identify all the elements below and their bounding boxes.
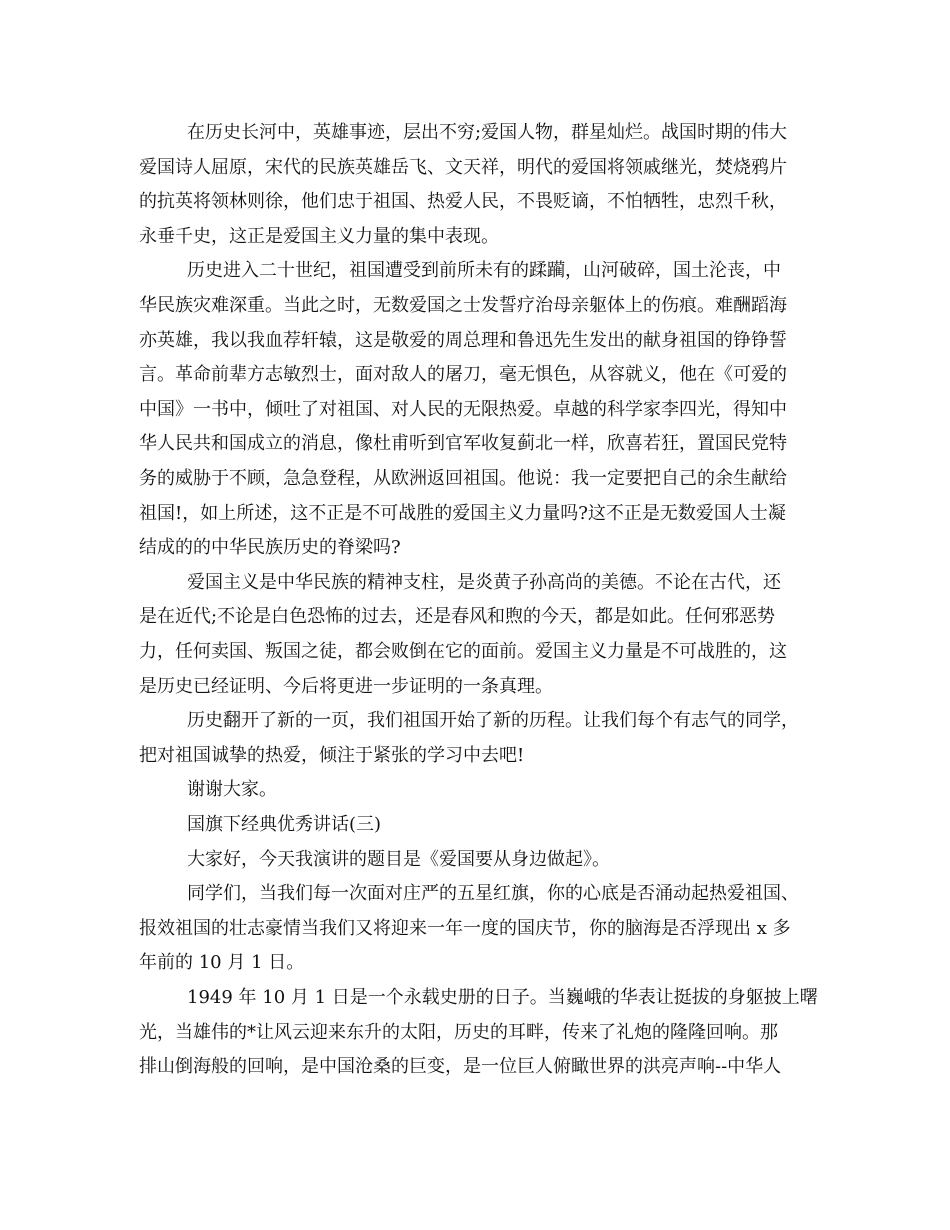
paragraph-line: 力，任何卖国、叛国之徒，都会败倒在它的面前。爱国主义力量是不可战胜的，这 [139,641,787,662]
paragraph-first-line: 在历史长河中，英雄事迹，层出不穷;爱国人物，群星灿烂。战国时期的伟大 [187,122,788,143]
paragraph-line: 永垂千史，这正是爱国主义力量的集中表现。 [139,225,499,247]
paragraph-first-line: 谢谢大家。 [187,779,277,801]
paragraph-first-line: 历史翻开了新的一页，我们祖国开始了新的历程。让我们每个有志气的同学， [187,710,799,732]
paragraph-line: 华民族灾难深重。当此之时，无数爱国之士发誓疗治母亲躯体上的伤痕。难酬蹈海 [139,295,787,316]
paragraph-first-line: 历史进入二十世纪，祖国遭受到前所未有的蹂躏，山河破碎，国土沦丧，中 [187,260,781,282]
paragraph-first-line: 同学们，当我们每一次面对庄严的五星红旗，你的心底是否涌动起热爱祖国、 [187,883,799,905]
paragraph-line: 祖国!，如上所述，这不正是不可战胜的爱国主义力量吗?这不正是无数爱国人士凝 [139,502,786,524]
paragraph-line: 结成的的中华民族历史的脊梁吗? [139,537,401,559]
paragraph-line: 爱国诗人屈原，宋代的民族英雄岳飞、文天祥，明代的爱国将领戚继光，焚烧鸦片 [139,156,787,178]
paragraph-line: 华人民共和国成立的消息，像杜甫听到官军收复蓟北一样，欣喜若狂，置国民党特 [139,433,787,455]
paragraph-line: 言。革命前辈方志敏烈士，面对敌人的屠刀，毫无惧色，从容就义，他在《可爱的 [139,364,787,386]
paragraph-line: 亦英雄，我以我血荐轩辕，这是敬爱的周总理和鲁迅先生发出的献身祖国的铮铮誓 [139,329,787,351]
paragraph-first-line: 爱国主义是中华民族的精神支柱，是炎黄子孙高尚的美德。不论在古代，还 [187,571,781,593]
paragraph-line: 务的威胁于不顾，急急登程，从欧洲返回祖国。他说：我一定要把自己的余生献给 [139,468,787,489]
paragraph-line: 排山倒海般的回响，是中国沧桑的巨变，是一位巨人俯瞰世界的洪亮声响--中华人 [139,1056,782,1078]
paragraph-line: 中国》一书中，倾吐了对祖国、对人民的无限热爱。卓越的科学家李四光，得知中 [139,398,787,420]
paragraph-first-line: 大家好，今天我演讲的题目是《爱国要从身边做起》。 [187,848,610,870]
paragraph-line: 年前的 10 月 1 日。 [139,952,305,974]
paragraph-line: 的抗英将领林则徐，他们忠于祖国、热爱人民，不畏贬谪，不怕牺牲，忠烈千秋， [139,191,787,213]
paragraph-line: 把对祖国诚挚的热爱，倾注于紧张的学习中去吧! [139,744,525,766]
paragraph-line: 报效祖国的壮志豪情当我们又将迎来一年一度的国庆节，你的脑海是否浮现出 x 多 [139,917,791,939]
paragraph-first-line: 1949 年 10 月 1 日是一个永载史册的日子。当巍峨的华表让挺拔的身躯披上曙 [187,987,818,1008]
paragraph-line: 光，当雄伟的*让风云迎来东升的太阳，历史的耳畔，传来了礼炮的隆隆回响。那 [139,1021,778,1043]
paragraph-line: 是历史已经证明、今后将更进一步证明的一条真理。 [139,675,553,697]
paragraph-line: 是在近代;不论是白色恐怖的过去，还是春风和煦的今天，都是如此。任何邪恶势 [139,606,776,628]
paragraph-first-line: 国旗下经典优秀讲话(三) [187,814,382,835]
